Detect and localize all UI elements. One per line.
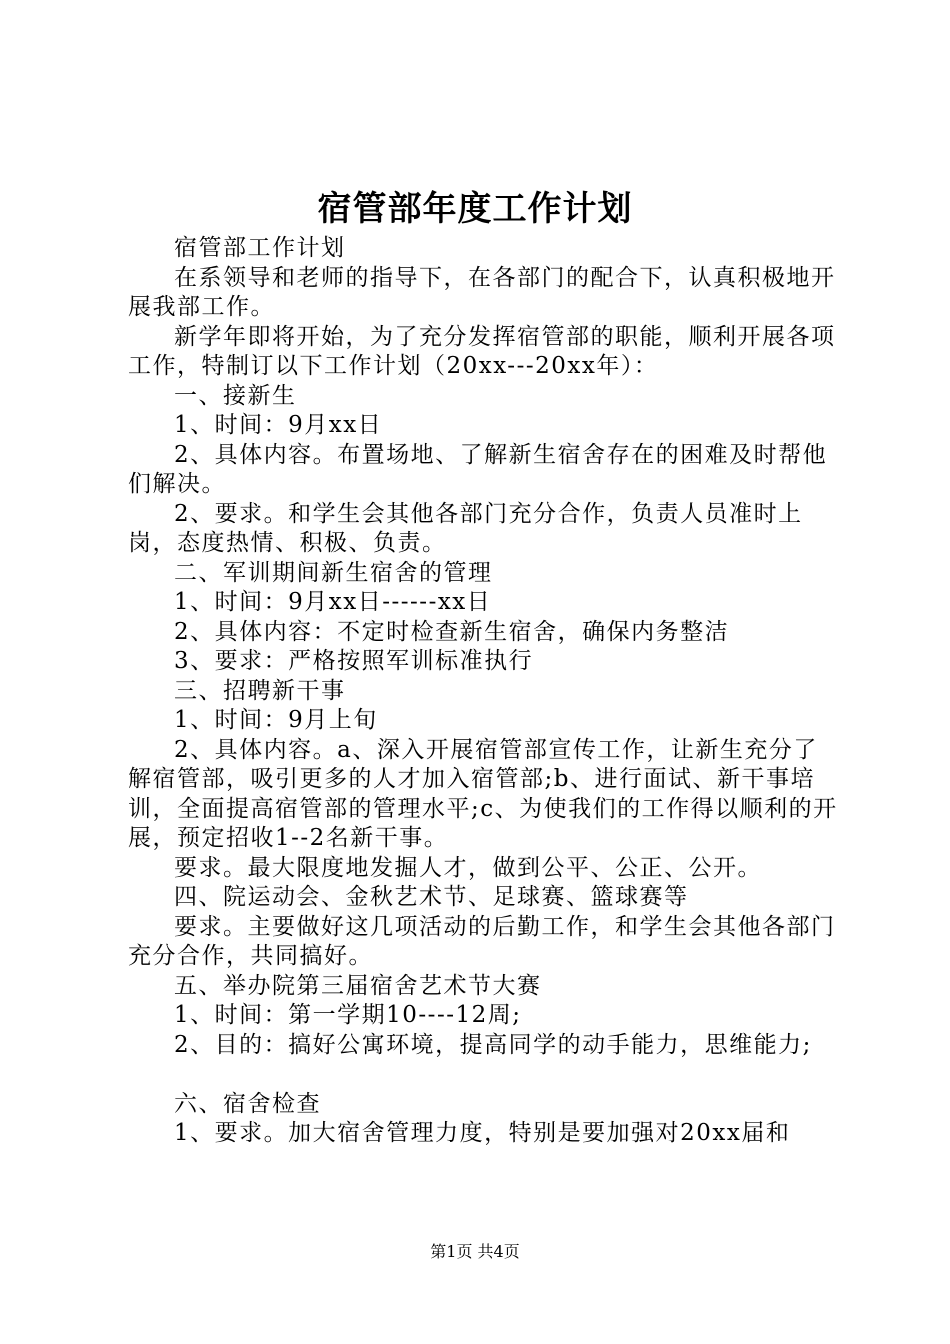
page-footer: 第1页 共4页 <box>430 1242 520 1261</box>
paragraph: 在系领导和老师的指导下，在各部门的配合下，认真积极地开展我部工作。 <box>128 264 836 320</box>
paragraph: 3、要求：严格按照军训标准执行 <box>174 648 534 674</box>
paragraph: 要求。主要做好这几项活动的后勤工作，和学生会其他各部门充分合作，共同搞好。 <box>128 913 836 969</box>
paragraph: 1、要求。加大宿舍管理力度，特别是要加强对20xx届和 <box>174 1120 791 1146</box>
document-body <box>128 234 838 1149</box>
document-title: 宿管部年度工作计划 <box>317 189 633 229</box>
section-heading: 二、军训期间新生宿舍的管理 <box>174 559 493 586</box>
paragraph: 1、时间：9月上旬 <box>174 707 378 733</box>
paragraph: 2、具体内容。a、深入开展宿管部宣传工作，让新生充分了解宿管部，吸引更多的人才加入宿管部;b、进行面试、新干事培训，全面提高宿管部的管理水平;c、为使我们的工作得以顺利的开展，预定招收1--2名新干事。 <box>128 736 838 851</box>
paragraph: 新学年即将开始，为了充分发挥宿管部的职能，顺利开展各项工作，特制订以下工作计划（20xx---20xx年）： <box>128 323 836 379</box>
section-heading: 一、接新生 <box>174 382 297 409</box>
paragraph: 1、时间：9月xx日------xx日 <box>174 589 492 615</box>
section-heading: 三、招聘新干事 <box>174 677 346 704</box>
section-heading: 四、院运动会、金秋艺术节、足球赛、篮球赛等 <box>174 884 689 910</box>
paragraph: 1、时间：第一学期10----12周; <box>174 1002 522 1028</box>
paragraph: 2、目的：搞好公寓环境，提高同学的动手能力，思维能力; <box>174 1031 812 1058</box>
section-heading: 六、宿舍检查 <box>174 1090 321 1117</box>
paragraph: 要求。最大限度地发掘人才，做到公平、公正、公开。 <box>174 854 762 881</box>
paragraph: 2、具体内容。布置场地、了解新生宿舍存在的困难及时帮他们解决。 <box>128 441 828 497</box>
section-heading: 五、举办院第三届宿舍艺术节大赛 <box>174 972 542 999</box>
blank-line <box>128 1060 838 1090</box>
paragraph: 2、要求。和学生会其他各部门充分合作，负责人员准时上岗，态度热情、积极、负责。 <box>128 500 803 556</box>
paragraph: 宿管部工作计划 <box>174 235 346 261</box>
paragraph: 2、具体内容：不定时检查新生宿舍，确保内务整洁 <box>174 618 730 645</box>
paragraph: 1、时间：9月xx日 <box>174 412 383 438</box>
